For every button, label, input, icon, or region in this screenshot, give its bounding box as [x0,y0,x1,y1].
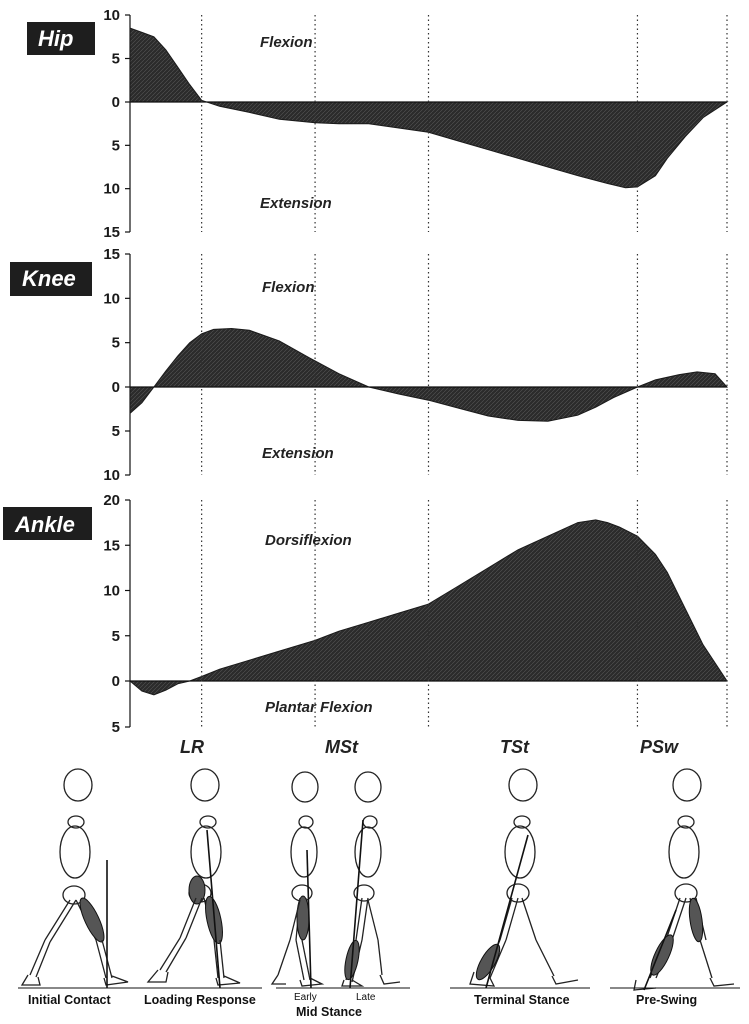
hip-tick-label: 5 [111,50,120,68]
knee-tick-label: 10 [103,290,120,308]
hip-positive-label: Flexion [260,34,313,51]
caption-terminal-stance: Terminal Stance [474,993,570,1007]
hip-tick-label: 15 [103,224,120,241]
hip-panel [103,7,727,241]
knee-tick-label: 0 [111,379,120,396]
sublabel-late: Late [356,992,376,1003]
hip-title: Hip [38,26,74,51]
gait-figures [18,769,740,1019]
phase-label-mst: MSt [325,737,358,757]
figure-loading-response [144,769,256,1007]
hip-panel-title [27,22,95,55]
ankle-tick-label: 5 [111,627,120,645]
hip-tick-label: 0 [111,94,120,111]
phase-label-lr: LR [180,737,204,757]
ankle-panel-title [3,507,92,540]
knee-tick-label: 5 [111,423,120,440]
caption-pre-swing: Pre-Swing [636,993,698,1007]
caption-loading-response: Loading Response [144,993,256,1007]
ankle-title: Ankle [15,512,75,537]
ankle-tick-label: 20 [103,492,120,509]
knee-positive-label: Flexion [262,279,315,296]
figure-terminal-stance [470,769,578,1007]
phase-label-psw: PSw [640,737,679,757]
ankle-panel [103,492,727,736]
hip-tick-label: 10 [103,180,120,198]
phase-label-tst: TSt [500,737,529,757]
ankle-tick-label: 15 [103,537,120,555]
figure-pre-swing [634,769,734,1007]
figure-initial-contact [22,769,128,1007]
knee-tick-label: 15 [103,246,120,263]
knee-title: Knee [22,266,76,291]
sublabel-early: Early [294,992,317,1003]
knee-tick-label: 10 [103,467,120,484]
hip-negative-label: Extension [260,195,332,212]
ankle-tick-label: 5 [111,719,120,736]
ankle-positive-label: Dorsiflexion [265,532,352,549]
hip-tick-label: 5 [111,137,120,155]
hip-tick-label: 10 [103,7,120,24]
ankle-tick-label: 0 [111,673,120,690]
chart-panels [103,7,727,736]
ankle-negative-label: Plantar Flexion [265,699,373,716]
ankle-tick-label: 10 [103,582,120,600]
knee-negative-label: Extension [262,445,334,462]
caption-mid-stance: Mid Stance [296,1005,362,1019]
phase-labels [180,737,679,757]
figure-mid-stance [272,772,400,1019]
knee-tick-label: 5 [111,334,120,352]
knee-panel [103,246,727,484]
caption-initial-contact: Initial Contact [28,993,111,1007]
knee-panel-title [10,262,92,296]
